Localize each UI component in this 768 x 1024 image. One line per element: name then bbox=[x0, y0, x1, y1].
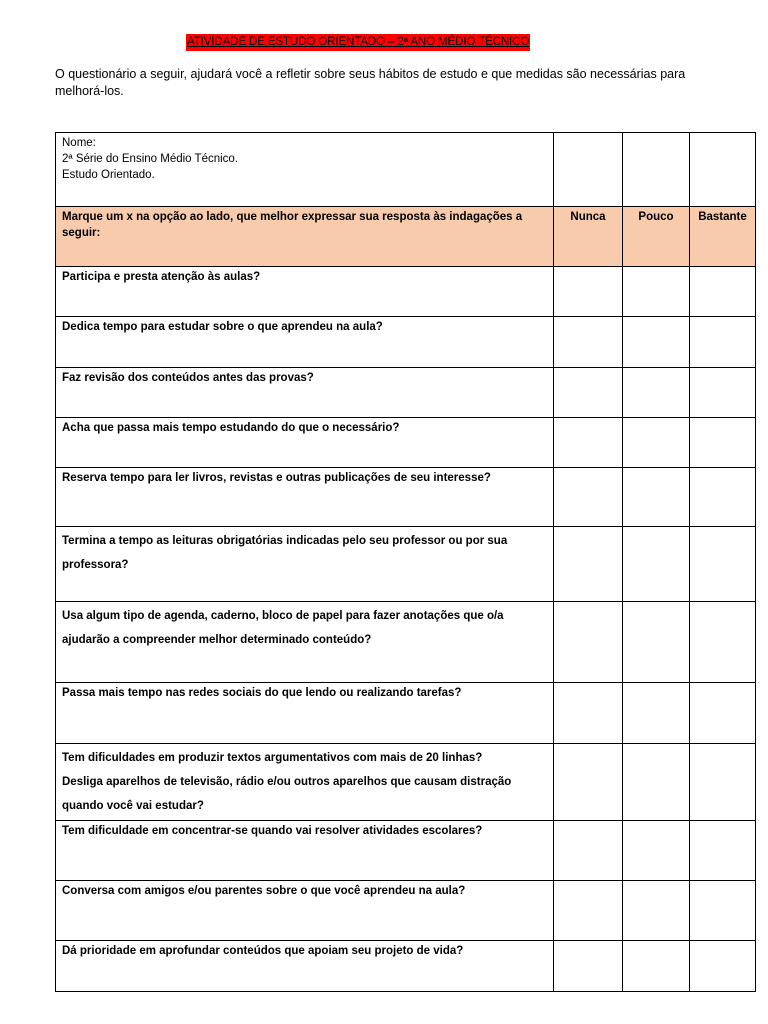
student-info-row bbox=[56, 133, 756, 207]
answer-cell-bastante[interactable] bbox=[690, 368, 756, 418]
answer-cell-nunca[interactable] bbox=[554, 317, 623, 368]
answer-cell-nunca[interactable] bbox=[554, 527, 623, 602]
question-row bbox=[56, 744, 756, 821]
answer-cell-bastante[interactable] bbox=[690, 317, 756, 368]
question-text: Usa algum tipo de agenda, caderno, bloco de papel para fazer anotações que o/a ajudarão a compreender melhor determinado conteúdo? bbox=[56, 602, 554, 683]
answer-cell-pouco[interactable] bbox=[623, 468, 690, 527]
answer-cell-pouco[interactable] bbox=[623, 744, 690, 821]
answer-cell-bastante[interactable] bbox=[690, 821, 756, 881]
answer-cell-bastante[interactable] bbox=[690, 527, 756, 602]
answer-cell-pouco[interactable] bbox=[623, 821, 690, 881]
question-text: Tem dificuldades em produzir textos argumentativos com mais de 20 linhas? bbox=[62, 752, 483, 764]
question-text-combined bbox=[56, 744, 554, 821]
intro-paragraph: O questionário a seguir, ajudará você a refletir sobre seus hábitos de estudo e que medidas são necessárias para melhorá-los. bbox=[55, 67, 686, 98]
question-row bbox=[56, 821, 756, 881]
question-row bbox=[56, 881, 756, 941]
answer-cell-nunca[interactable] bbox=[554, 881, 623, 941]
answer-cell-bastante[interactable] bbox=[690, 418, 756, 468]
answer-cell-nunca[interactable] bbox=[554, 683, 623, 744]
answer-cell-pouco[interactable] bbox=[623, 683, 690, 744]
question-row bbox=[56, 418, 756, 468]
question-text: Conversa com amigos e/ou parentes sobre o que você aprendeu na aula? bbox=[56, 881, 554, 941]
question-row bbox=[56, 527, 756, 602]
option-header-bastante: Bastante bbox=[690, 207, 756, 267]
question-text: Dá prioridade em aprofundar conteúdos que apoiam seu projeto de vida? bbox=[56, 941, 554, 992]
student-info-cell[interactable] bbox=[56, 133, 554, 207]
answer-cell-bastante[interactable] bbox=[690, 683, 756, 744]
answer-cell-pouco[interactable] bbox=[623, 267, 690, 317]
answer-cell-nunca[interactable] bbox=[554, 602, 623, 683]
answer-cell-nunca[interactable] bbox=[554, 267, 623, 317]
question-text: Dedica tempo para estudar sobre o que aprendeu na aula? bbox=[56, 317, 554, 368]
answer-cell-pouco[interactable] bbox=[623, 602, 690, 683]
answer-cell-nunca[interactable] bbox=[554, 941, 623, 992]
answer-cell-bastante[interactable] bbox=[690, 744, 756, 821]
instruction-text: Marque um x na opção ao lado, que melhor expressar sua resposta às indagações a seguir: bbox=[56, 207, 554, 267]
answer-cell-nunca[interactable] bbox=[554, 744, 623, 821]
answer-cell-bastante[interactable] bbox=[690, 941, 756, 992]
question-text: Reserva tempo para ler livros, revistas e outras publicações de seu interesse? bbox=[56, 468, 554, 527]
info-blank-cell bbox=[554, 133, 623, 207]
question-row bbox=[56, 468, 756, 527]
answer-cell-nunca[interactable] bbox=[554, 418, 623, 468]
answer-cell-nunca[interactable] bbox=[554, 821, 623, 881]
info-blank-cell bbox=[623, 133, 690, 207]
option-header-pouco: Pouco bbox=[623, 207, 690, 267]
answer-cell-pouco[interactable] bbox=[623, 881, 690, 941]
question-row bbox=[56, 368, 756, 418]
answer-cell-pouco[interactable] bbox=[623, 368, 690, 418]
question-row bbox=[56, 941, 756, 992]
question-text: Passa mais tempo nas redes sociais do que lendo ou realizando tarefas? bbox=[56, 683, 554, 744]
answer-cell-pouco[interactable] bbox=[623, 418, 690, 468]
question-row bbox=[56, 317, 756, 368]
answer-cell-nunca[interactable] bbox=[554, 368, 623, 418]
question-row bbox=[56, 683, 756, 744]
option-header-nunca: Nunca bbox=[554, 207, 623, 267]
document-title: ATIVIDADE DE ESTUDO ORIENTADO – 2ª ANO MÉDIO TÉCNICO bbox=[186, 34, 530, 51]
header-row bbox=[56, 207, 756, 267]
answer-cell-bastante[interactable] bbox=[690, 602, 756, 683]
question-row bbox=[56, 602, 756, 683]
questionnaire-table bbox=[55, 132, 756, 992]
question-text: Participa e presta atenção às aulas? bbox=[56, 267, 554, 317]
question-text: Acha que passa mais tempo estudando do que o necessário? bbox=[56, 418, 554, 468]
answer-cell-pouco[interactable] bbox=[623, 317, 690, 368]
info-blank-cell bbox=[690, 133, 756, 207]
answer-cell-bastante[interactable] bbox=[690, 881, 756, 941]
answer-cell-bastante[interactable] bbox=[690, 468, 756, 527]
name-label: Nome: bbox=[62, 137, 96, 149]
question-text: Tem dificuldade em concentrar-se quando vai resolver atividades escolares? bbox=[56, 821, 554, 881]
subject-label: Estudo Orientado. bbox=[62, 169, 155, 181]
question-row bbox=[56, 267, 756, 317]
question-text: Faz revisão dos conteúdos antes das provas? bbox=[56, 368, 554, 418]
answer-cell-bastante[interactable] bbox=[690, 267, 756, 317]
grade-label: 2ª Série do Ensino Médio Técnico. bbox=[62, 153, 239, 165]
question-text: Desliga aparelhos de televisão, rádio e/ou outros aparelhos que causam distração quando você vai estudar? bbox=[62, 776, 512, 812]
answer-cell-nunca[interactable] bbox=[554, 468, 623, 527]
question-text: Termina a tempo as leituras obrigatórias indicadas pelo seu professor ou por sua professora? bbox=[56, 527, 554, 602]
answer-cell-pouco[interactable] bbox=[623, 527, 690, 602]
answer-cell-pouco[interactable] bbox=[623, 941, 690, 992]
